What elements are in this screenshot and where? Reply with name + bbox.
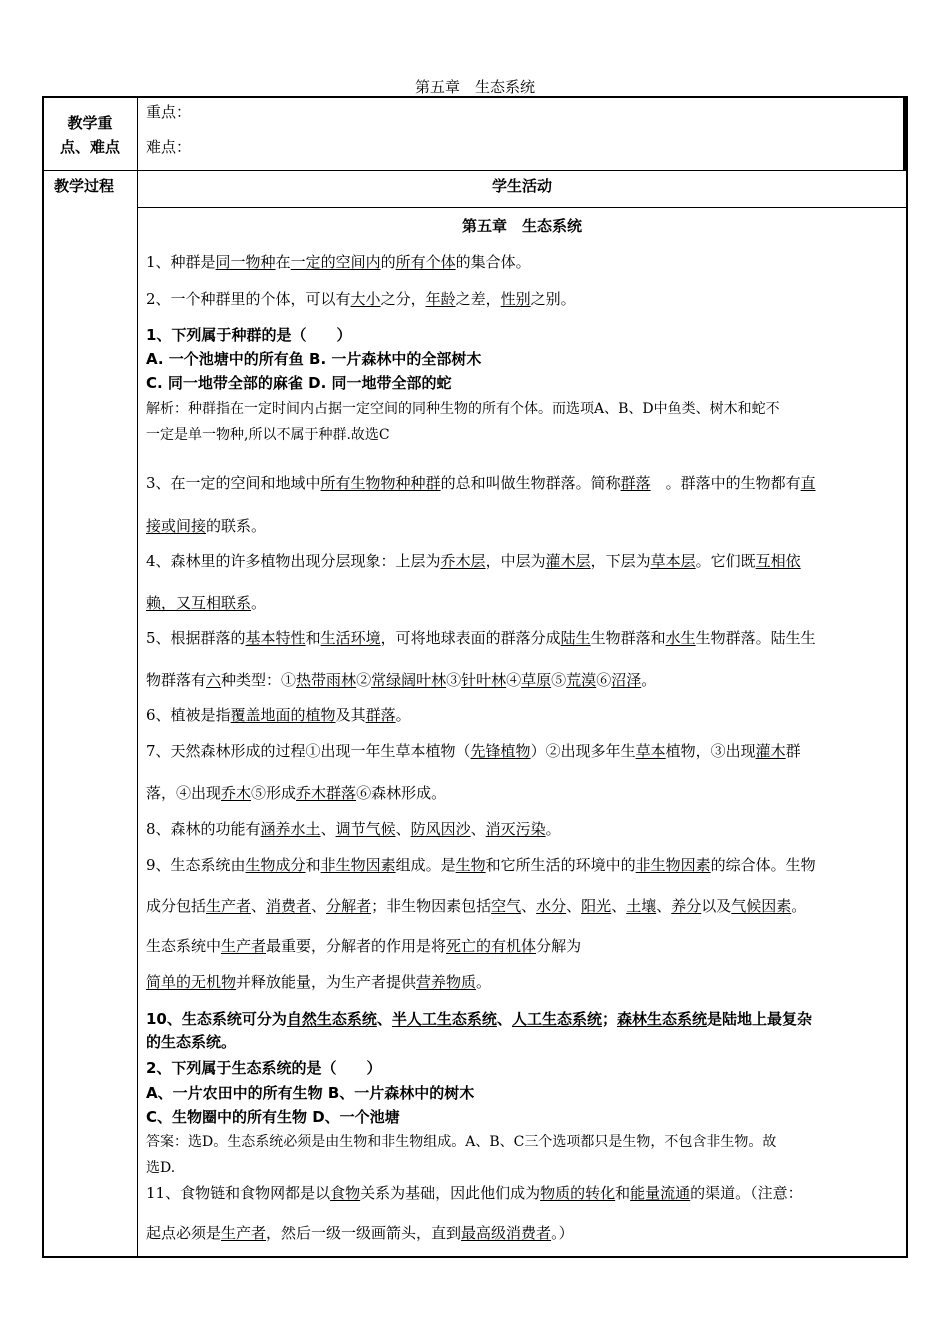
text-segment: 10、生态系统可分为 <box>146 1010 287 1028</box>
text-segment: 的渠道。（注意： <box>690 1184 803 1202</box>
paragraph-p8 <box>146 818 902 839</box>
text-segment: 起点必须是 <box>146 1224 222 1242</box>
underlined-answer: 大小 <box>350 290 381 308</box>
paragraph-q1exp1 <box>146 398 902 418</box>
text-segment: 解析：种群指在一定时间内占据一定空间的同种生物的所有个体。而选项A、B、D中鱼类、树木和蛇不 <box>146 401 780 417</box>
text-segment: 11、食物链和食物网都是以 <box>146 1184 331 1202</box>
text-segment: 、 <box>521 897 537 915</box>
underlined-answer: 直 <box>800 474 816 492</box>
text-segment: 之别。 <box>530 290 576 308</box>
text-segment: 选D. <box>146 1160 176 1176</box>
text-segment: 的集合体。 <box>455 253 531 271</box>
text-segment: 及其 <box>335 706 366 724</box>
underlined-answer: 人工生态系统 <box>511 1010 602 1028</box>
text-segment: ，然后一级一级画箭头，直到 <box>266 1224 462 1242</box>
underlined-answer: 土壤 <box>626 897 657 915</box>
text-segment: 。 <box>791 897 807 915</box>
text-segment: 和它所生活的环境中的 <box>485 856 636 874</box>
paragraph-q1exp2 <box>146 424 902 444</box>
paragraph-p4a <box>146 550 902 571</box>
text-segment: 物群落有 <box>146 671 207 689</box>
text-segment: 5、根据群落的 <box>146 629 246 647</box>
text-segment: 的综合体。生物 <box>710 856 816 874</box>
text-segment: 的总和叫做生物群落。简称 <box>440 474 621 492</box>
text-segment: 答案：选D。生态系统必须是由生物和非生物组成。A、B、C三个选项都只是生物，不包含非生物。故 <box>146 1134 777 1150</box>
text-segment: 、 <box>611 897 627 915</box>
underlined-answer: 基本特性 <box>245 629 306 647</box>
paragraph-p10a <box>146 1008 902 1029</box>
paragraph-q1 <box>146 324 902 345</box>
text-segment: 植物，③出现 <box>665 742 756 760</box>
underlined-answer: 接或间接 <box>146 517 207 535</box>
underlined-answer: 气候因素 <box>731 897 792 915</box>
text-segment: 、 <box>566 897 582 915</box>
text-segment: 、 <box>251 897 267 915</box>
paragraph-p2 <box>146 288 902 309</box>
underlined-answer: 非生物因素 <box>635 856 711 874</box>
underlined-answer: 生产者 <box>221 937 267 955</box>
label-key-difficult-line1: 教学重 <box>67 114 113 132</box>
text-segment: 分解为 <box>536 937 582 955</box>
underlined-answer: 非生物因素 <box>320 856 396 874</box>
text-segment: 之分， <box>380 290 426 308</box>
underlined-answer: 森林生态系统 <box>616 1010 707 1028</box>
underlined-answer: 消灭污染 <box>485 820 546 838</box>
text-segment: 4、森林里的许多植物出现分层现象：上层为 <box>146 552 441 570</box>
underlined-answer: 荒漠 <box>566 671 597 689</box>
underlined-answer: 养分 <box>671 897 702 915</box>
column-header-student-activity: 学生活动 <box>491 177 552 195</box>
text-segment: 关系为基础，因此他们成为 <box>360 1184 541 1202</box>
underlined-answer: 消费者 <box>266 897 312 915</box>
text-segment: 以及 <box>701 897 732 915</box>
paragraph-p11a <box>146 1182 902 1203</box>
chapter-title: 第五章 生态系统 <box>461 217 582 235</box>
paragraph-p9b <box>146 895 902 916</box>
underlined-answer: 半人工生态系统 <box>391 1010 497 1028</box>
underlined-answer: 生产者 <box>206 897 252 915</box>
text-segment: 落，④出现 <box>146 784 222 802</box>
paragraph-p7b <box>146 782 902 803</box>
label-teaching-process: 教学过程 <box>54 177 115 195</box>
text-segment: ⑥森林形成。 <box>356 784 447 802</box>
right-border-thick <box>903 96 906 170</box>
text-segment: 、 <box>656 897 672 915</box>
underlined-answer: 群落 <box>365 706 396 724</box>
paragraph-p7a <box>146 740 902 761</box>
text-segment: 群 <box>785 742 801 760</box>
text-segment: 成分包括 <box>146 897 207 915</box>
paragraph-q1c <box>146 372 902 393</box>
text-segment: 和 <box>615 1184 631 1202</box>
underlined-answer: 所有个体 <box>395 253 456 271</box>
document-title: 第五章 生态系统 <box>414 78 535 96</box>
table-right-border <box>906 96 908 1258</box>
underlined-answer: 生活环境 <box>320 629 381 647</box>
table-top-border <box>42 96 908 98</box>
row-divider <box>42 170 908 171</box>
underlined-answer: 水生 <box>665 629 696 647</box>
underlined-answer: 陆生 <box>560 629 591 647</box>
paragraph-p1 <box>146 251 902 272</box>
underlined-answer: 赖，又互相联系 <box>146 594 252 612</box>
paragraph-q2c <box>146 1106 902 1127</box>
underlined-answer: 草本层 <box>650 552 696 570</box>
text-segment: 和 <box>305 629 321 647</box>
underlined-answer: 先锋植物 <box>470 742 531 760</box>
text-segment: ④ <box>506 671 522 689</box>
text-segment: 在 <box>275 253 291 271</box>
underlined-answer: 同一物种 <box>215 253 276 271</box>
underlined-answer: 水分 <box>536 897 567 915</box>
text-segment: ，可将地球表面的群落分成 <box>380 629 561 647</box>
text-segment: 2、下列属于生态系统的是（ ） <box>146 1059 382 1077</box>
text-segment: 3、在一定的空间和地域中 <box>146 474 321 492</box>
underlined-answer: 生物 <box>455 856 486 874</box>
underlined-answer: 死亡的有机体 <box>446 937 537 955</box>
text-segment: 的生态系统。 <box>146 1033 237 1051</box>
text-segment: 、 <box>311 897 327 915</box>
underlined-answer: 食物 <box>330 1184 361 1202</box>
text-segment: 一定是单一物种,所以不属于种群.故选C <box>146 427 390 443</box>
text-segment: ② <box>356 671 372 689</box>
underlined-answer: 灌木层 <box>545 552 591 570</box>
underlined-answer: 沼泽 <box>611 671 642 689</box>
text-segment: C. 同一地带全部的麻雀 D. 同一地带全部的蛇 <box>146 374 452 392</box>
text-segment: 。 <box>641 671 657 689</box>
label-key-difficult-line2: 点、难点 <box>59 138 120 156</box>
underlined-answer: 能量流通 <box>630 1184 691 1202</box>
text-segment: ，中层为 <box>485 552 546 570</box>
text-segment: 。 <box>395 706 411 724</box>
header-divider <box>137 207 908 208</box>
paragraph-q2exp2 <box>146 1157 902 1177</box>
paragraph-p5b <box>146 669 902 690</box>
text-segment: 9、生态系统由 <box>146 856 246 874</box>
text-segment: 。 <box>476 973 492 991</box>
text-segment: 生物群落和 <box>590 629 666 647</box>
paragraph-p11b <box>146 1222 902 1243</box>
text-segment: ； <box>601 1010 617 1028</box>
paragraph-p6 <box>146 704 902 725</box>
underlined-answer: 营养物质 <box>416 973 477 991</box>
underlined-answer: 年龄 <box>425 290 456 308</box>
text-segment: ③ <box>446 671 462 689</box>
text-segment: 最重要，分解者的作用是将 <box>266 937 447 955</box>
underlined-answer: 热带雨林 <box>296 671 357 689</box>
underlined-answer: 简单的无机物 <box>146 973 237 991</box>
paragraph-q2a <box>146 1082 902 1103</box>
text-segment: 1、下列属于种群的是（ ） <box>146 326 352 344</box>
underlined-answer: 自然生态系统 <box>286 1010 377 1028</box>
underlined-answer: 防风因沙 <box>410 820 471 838</box>
underlined-answer: 群落 <box>620 474 651 492</box>
underlined-answer: 涵养水土 <box>260 820 321 838</box>
text-segment: 、 <box>376 1010 392 1028</box>
paragraph-p3b <box>146 515 902 536</box>
text-segment: 、 <box>496 1010 512 1028</box>
text-segment: 的联系。 <box>206 517 267 535</box>
underlined-answer: 互相依 <box>755 552 801 570</box>
paragraph-p9c <box>146 935 902 956</box>
difficult-point-label: 难点： <box>146 138 192 156</box>
text-segment: 并释放能量，为生产者提供 <box>236 973 417 991</box>
text-segment: 之差， <box>455 290 501 308</box>
underlined-answer: 乔木 <box>221 784 252 802</box>
text-segment: 2、一个种群里的个体，可以有 <box>146 290 351 308</box>
underlined-answer: 空气 <box>491 897 522 915</box>
paragraph-q2 <box>146 1057 902 1078</box>
underlined-answer: 针叶林 <box>461 671 507 689</box>
underlined-answer: 分解者 <box>326 897 372 915</box>
paragraph-q1a <box>146 348 902 369</box>
text-segment: 、 <box>470 820 486 838</box>
text-segment: A. 一个池塘中的所有鱼 B. 一片森林中的全部树木 <box>146 350 482 368</box>
text-segment: ，下层为 <box>590 552 651 570</box>
paragraph-p4b <box>146 592 902 613</box>
paragraph-p3a <box>146 472 902 493</box>
underlined-answer: 草原 <box>521 671 552 689</box>
underlined-answer: 调节气候 <box>335 820 396 838</box>
underlined-answer: 六 <box>206 671 222 689</box>
text-segment: 。群落中的生物都有 <box>650 474 801 492</box>
text-segment: A、一片农田中的所有生物 B、一片森林中的树木 <box>146 1084 475 1102</box>
underlined-answer: 最高级消费者 <box>461 1224 552 1242</box>
text-segment: 。 <box>251 594 267 612</box>
text-segment: 8、森林的功能有 <box>146 820 261 838</box>
underlined-answer: 乔木群落 <box>296 784 357 802</box>
text-segment: ）②出现多年生 <box>530 742 636 760</box>
underlined-answer: 生物成分 <box>245 856 306 874</box>
text-segment: 生态系统中 <box>146 937 222 955</box>
paragraph-p5a <box>146 627 902 648</box>
underlined-answer: 一定的空间内 <box>290 253 381 271</box>
text-segment: 、 <box>395 820 411 838</box>
paragraph-p9a <box>146 854 902 875</box>
paragraph-p10b <box>146 1031 902 1052</box>
text-segment: 6、植被是指 <box>146 706 231 724</box>
text-segment: ⑥ <box>596 671 612 689</box>
text-segment: 。它们既 <box>695 552 756 570</box>
underlined-answer: 常绿阔叶林 <box>371 671 447 689</box>
text-segment: 组成。是 <box>395 856 456 874</box>
underlined-answer: 性别 <box>500 290 531 308</box>
underlined-answer: 草本 <box>635 742 666 760</box>
underlined-answer: 物质的转化 <box>540 1184 616 1202</box>
underlined-answer: 生产者 <box>221 1224 267 1242</box>
table-bottom-border <box>42 1256 908 1258</box>
table-left-border <box>42 96 44 1258</box>
paragraph-p9d <box>146 971 902 992</box>
text-segment: 种类型：① <box>221 671 297 689</box>
text-segment: 是陆地上最复杂 <box>706 1010 812 1028</box>
key-point-label: 重点： <box>146 103 192 121</box>
text-segment: 7、天然森林形成的过程①出现一年生草本植物（ <box>146 742 471 760</box>
text-segment: 、 <box>320 820 336 838</box>
text-segment: 的 <box>380 253 396 271</box>
underlined-answer: 乔木层 <box>440 552 486 570</box>
paragraph-q2exp1 <box>146 1131 902 1151</box>
underlined-answer: 所有生物物种种群 <box>320 474 441 492</box>
underlined-answer: 灌木 <box>755 742 786 760</box>
text-segment: ；非生物因素包括 <box>371 897 492 915</box>
text-segment: 和 <box>305 856 321 874</box>
text-segment: C、生物圈中的所有生物 D、一个池塘 <box>146 1108 400 1126</box>
text-segment: ⑤形成 <box>251 784 297 802</box>
underlined-answer: 覆盖地面的植物 <box>230 706 336 724</box>
column-divider <box>137 96 138 1258</box>
text-segment: 1、种群是 <box>146 253 216 271</box>
text-segment: 。） <box>551 1224 574 1242</box>
text-segment: ⑤ <box>551 671 567 689</box>
underlined-answer: 阳光 <box>581 897 612 915</box>
text-segment: 生物群落。陆生生 <box>695 629 816 647</box>
text-segment: 。 <box>545 820 561 838</box>
